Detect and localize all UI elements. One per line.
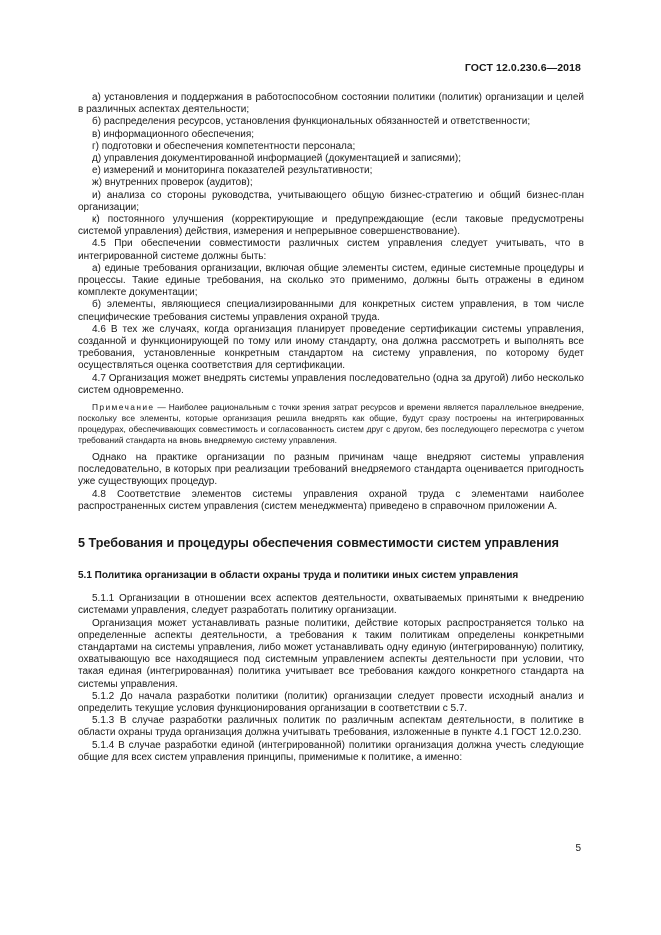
section-5-1-heading: 5.1 Политика организации в области охраны труда и политики иных систем управления xyxy=(78,570,519,582)
note-block xyxy=(78,402,584,446)
paragraph-group-mid xyxy=(78,452,584,513)
paragraph: 4.5 При обеспечении совместимости различных систем управления следует учитывать, что в интегрированной системе должны быть: xyxy=(78,238,584,262)
paragraph: а) установления и поддержания в работоспособном состоянии политики (политик) организации и целей в различных аспектах деятельности; xyxy=(78,92,584,116)
section-5-heading: 5 Требования и процедуры обеспечения совместимости систем управления xyxy=(78,536,559,551)
paragraph: б) элементы, являющиеся специализированными для конкретных систем управления, в том числе специфические требования системы управления охраной труда. xyxy=(78,299,584,323)
paragraph: 5.1.3 В случае разработки различных политик по различным аспектам деятельности, в политике в области охраны труда организация должна учитывать требования, изложенные в пункте 4.1 ГОСТ 12.0.230. xyxy=(78,715,584,739)
paragraph: в) информационного обеспечения; xyxy=(92,128,255,140)
paragraph: г) подготовки и обеспечения компетентности персонала; xyxy=(92,140,356,152)
paragraph-group-bottom xyxy=(78,593,584,764)
paragraph: е) измерений и мониторинга показателей результативности; xyxy=(92,165,373,177)
paragraph-group-top xyxy=(78,92,584,397)
paragraph: 5.1.2 До начала разработки политики (политик) организации следует провести исходный анализ и определить текущие условия функционирования организации в соответствии с 5.7. xyxy=(78,690,584,714)
paragraph: Организация может устанавливать разные политики, действие которых распространяется только на определенные аспекты деятельности, а требования к таким политикам определены конкретными стандартами на системы управления, либо может устанавливать одну единую (интегрированную) политику, охватывающую все находящиеся под системным управлением аспекты деятельности при условии, что такая единая (интегрированная) политика учитывает все требования каждого конкретного стандарта на системы управления. xyxy=(78,617,584,690)
paragraph: 4.6 В тех же случаях, когда организация планирует проведение сертификации системы управления, созданной и функционирующей по тому или иному стандарту, она должна рассмотреть и выполнять все требования, установленные конкретным стандартом на систему управления, по которому будет осуществляться оценка соответствия для сертификации. xyxy=(78,323,584,372)
document-body xyxy=(78,92,584,764)
page-number: 5 xyxy=(575,843,581,854)
paragraph: 5.1.1 Организации в отношении всех аспектов деятельности, охватываемых принятыми к внедрению системами управления, следует разработать политику организации. xyxy=(78,593,584,617)
paragraph: 4.8 Соответствие элементов системы управления охраной труда с элементами наиболее распространенных систем управления (систем менеджмента) приведено в справочном приложении А. xyxy=(78,488,584,512)
paragraph: Однако на практике организации по разным причинам чаще внедряют системы управления последовательно, в которых при реализации требований внедряемого стандарта оценивается пригодность уже существующих процедур. xyxy=(78,452,584,488)
paragraph: 4.7 Организация может внедрять системы управления последовательно (одна за другой) либо несколько систем одновременно. xyxy=(78,372,584,396)
note-text: — Наиболее рациональным с точки зрения затрат ресурсов и времени является параллельное внедрение, поскольку все элементы, которые организация решила внедрять как общие, будут сразу построены на интегрированных процедурах, обеспечивающих совместимость и согласованность систем друг с другом, без последующего пересмотра с учетом требований стандарта на вновь внедряемую систему управления. xyxy=(78,402,584,446)
paragraph: а) единые требования организации, включая общие элементы систем, единые системные процедуры и процессы. Такие единые требования, на сколько это применимо, должны быть отражены в едином комплекте документации; xyxy=(78,262,584,299)
paragraph: ж) внутренних проверок (аудитов); xyxy=(92,177,253,189)
paragraph: б) распределения ресурсов, установления функциональных обязанностей и ответственности; xyxy=(92,116,531,128)
paragraph: и) анализа со стороны руководства, учитывающего общую бизнес-стратегию и общий бизнес-план организации; xyxy=(78,189,584,213)
paragraph: 5.1.4 В случае разработки единой (интегрированной) политики организация должна учесть следующие общие для всех систем управления принципы, применимые к политике, а именно: xyxy=(78,739,584,763)
paragraph: к) постоянного улучшения (корректирующие и предупреждающие (если таковые предусмотрены системой управления) действия, измерения и непрерывное совершенствование). xyxy=(78,214,584,238)
paragraph: д) управления документированной информацией (документацией и записями); xyxy=(92,153,461,165)
document-header: ГОСТ 12.0.230.6—2018 xyxy=(464,62,581,74)
note-label: Примечание xyxy=(92,402,155,413)
